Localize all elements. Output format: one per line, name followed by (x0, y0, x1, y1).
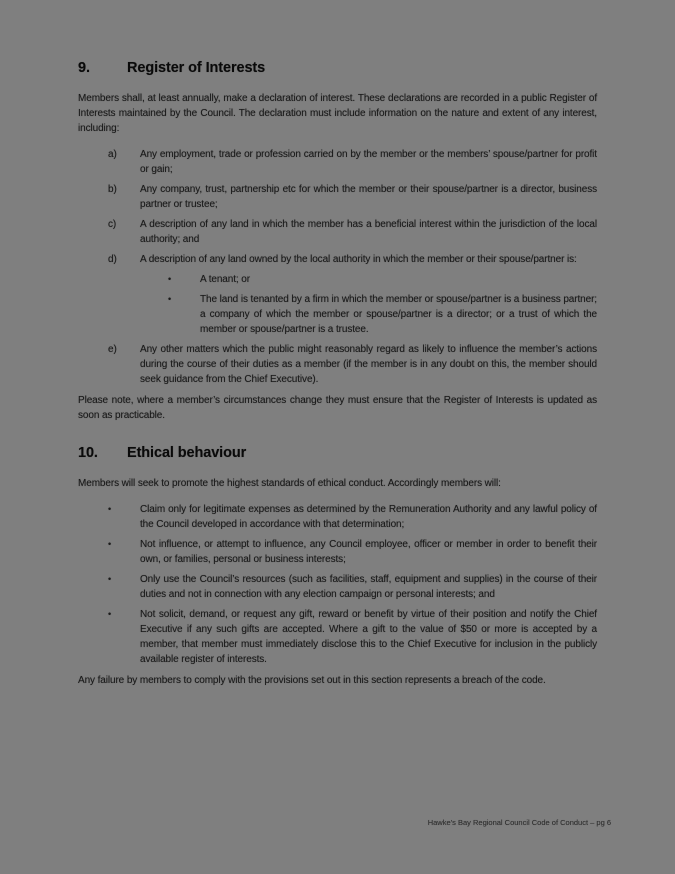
sub-list-item (78, 292, 597, 337)
bullet-icon: • (168, 274, 172, 284)
item-label: c) (108, 219, 117, 230)
bullet-icon: • (108, 539, 112, 549)
list-item-b (78, 182, 597, 212)
bullet-icon: • (108, 504, 112, 514)
sub-item-text: The land is tenanted by a firm in which the member or spouse/partner is a business partner; a company of which the member or spouse/partner is a director; or a trust of which the member or spouse/partner is a trustee. (200, 294, 597, 335)
list-item-e (78, 342, 597, 387)
sub-item-text: A tenant; or (200, 274, 250, 285)
bullet-item (78, 502, 597, 532)
list-item-a (78, 147, 597, 177)
list-item-d (78, 252, 597, 267)
section-10-intro: Members will seek to promote the highest standards of ethical conduct. Accordingly members will: (78, 478, 501, 489)
bullet-icon: • (168, 294, 172, 304)
bullet-text: Only use the Council’s resources (such as facilities, staff, equipment and supplies) in the course of their duties and not in connection with any election campaign or personal interests; and (140, 574, 597, 600)
list-item-c (78, 217, 597, 247)
bullet-text: Not solicit, demand, or request any gift, reward or benefit by virtue of their position and notify the Chief Executive if any such gifts are accepted. Where a gift to the value of $50 or more is accepted by a member, that member must immediately disclose this to the Chief Executive for inclusion in the publicly available register of interests. (140, 609, 597, 665)
item-text: A description of any land in which the member has a beneficial interest within the jurisdiction of the local authority; and (140, 219, 597, 245)
bullet-text: Not influence, or attempt to influence, any Council employee, officer or member in order to benefit their own, or families, personal or business interests; (140, 539, 597, 565)
bullet-item (78, 537, 597, 567)
section-9-list (78, 147, 597, 387)
section-title: Register of Interests (127, 60, 266, 76)
bullet-item (78, 607, 597, 667)
item-label: e) (108, 344, 117, 355)
section-9-heading (78, 60, 597, 77)
section-number: 9. (78, 60, 90, 76)
section-10-closing: Any failure by members to comply with the provisions set out in this section represents a breach of the code. (78, 675, 546, 686)
item-text: Any other matters which the public might reasonably regard as likely to influence the member’s actions during the course of their duties as a member (if the member is in any doubt on this, the member should seek guidance from the Chief Executive). (140, 344, 597, 385)
document-content (78, 60, 597, 699)
item-label: b) (108, 184, 117, 195)
section-10-heading (78, 445, 597, 462)
section-number: 10. (78, 445, 98, 461)
item-text: Any employment, trade or profession carried on by the member or the members’ spouse/partner for profit or gain; (140, 149, 597, 175)
page-footer: Hawke’s Bay Regional Council Code of Conduct – pg 6 (427, 818, 611, 827)
section-9-intro: Members shall, at least annually, make a declaration of interest. These declarations are recorded in a public Register of Interests maintained by the Council. The declaration must include information on the nature and extent of any interest, including: (78, 93, 597, 134)
section-9-note: Please note, where a member’s circumstances change they must ensure that the Register of Interests is updated as soon as practicable. (78, 395, 597, 421)
item-text: Any company, trust, partnership etc for which the member or their spouse/partner is a director, business partner or trustee; (140, 184, 597, 210)
bullet-text: Claim only for legitimate expenses as determined by the Remuneration Authority and any lawful policy of the Council developed in accordance with that determination; (140, 504, 597, 530)
bullet-icon: • (108, 574, 112, 584)
section-10-list (78, 502, 597, 667)
item-text: A description of any land owned by the local authority in which the member or their spouse/partner is: (140, 254, 577, 265)
bullet-icon: • (108, 609, 112, 619)
bullet-item (78, 572, 597, 602)
sub-list-item (78, 272, 597, 287)
item-label: a) (108, 149, 117, 160)
section-title: Ethical behaviour (127, 445, 247, 461)
item-label: d) (108, 254, 117, 265)
